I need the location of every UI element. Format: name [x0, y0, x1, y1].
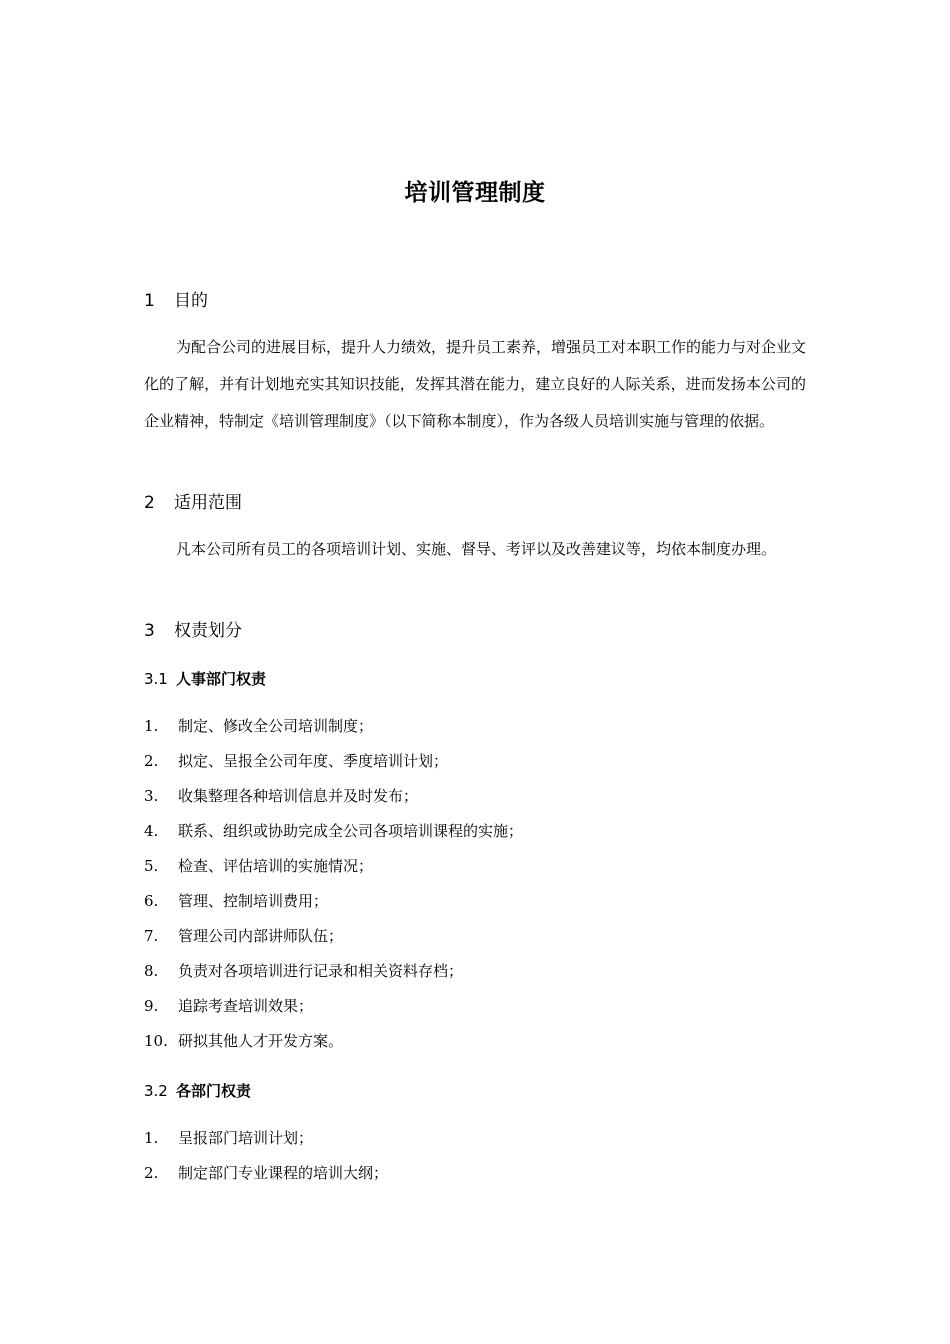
- list-item: [144, 995, 806, 1030]
- list-item-text: 呈报部门培训计划；: [178, 1129, 314, 1147]
- subsection-heading-departments: [144, 1081, 251, 1101]
- list-item-number: 6.: [144, 892, 159, 910]
- list-item: [144, 750, 806, 785]
- list-item: [144, 890, 806, 925]
- section-title: 目的: [174, 291, 208, 311]
- subsection-title: 各部门权责: [176, 1082, 252, 1100]
- list-item-number: 1.: [144, 1129, 159, 1147]
- document-title: 培训管理制度: [404, 180, 546, 206]
- list-item: [144, 820, 806, 855]
- list-item: [144, 855, 806, 890]
- list-item-number: 7.: [144, 927, 159, 945]
- list-item-number: 2.: [144, 1164, 159, 1182]
- list-item-number: 3.: [144, 787, 159, 805]
- list-item-text: 研拟其他人才开发方案。: [178, 1032, 344, 1050]
- list-item: [144, 1162, 806, 1197]
- subsection-heading-hr: [144, 669, 266, 689]
- list-item-number: 5.: [144, 857, 159, 875]
- section-title: 权责划分: [174, 621, 242, 641]
- list-item: [144, 785, 806, 820]
- hr-responsibility-list: [144, 715, 806, 1065]
- list-item-number: 8.: [144, 962, 159, 980]
- section-paragraph-purpose: 为配合公司的进展目标，提升人力绩效，提升员工素养，增强员工对本职工作的能力与对企业文化的了解，并有计划地充实其知识技能，发挥其潜在能力，建立良好的人际关系，进而发扬本公司的企业精神，特制定《培训管理制度》（以下简称本制度），作为各级人员培训实施与管理的依据。: [144, 338, 807, 430]
- list-item-text: 管理公司内部讲师队伍；: [178, 927, 344, 945]
- department-responsibility-list: [144, 1127, 806, 1197]
- list-item-number: 4.: [144, 822, 159, 840]
- list-item: [144, 1030, 806, 1065]
- list-item: [144, 960, 806, 995]
- list-item-text: 负责对各项培训进行记录和相关资料存档；: [178, 962, 464, 980]
- section-heading-scope: [144, 492, 242, 514]
- section-heading-responsibilities: [144, 620, 242, 642]
- list-item-text: 管理、控制培训费用；: [178, 892, 329, 910]
- subsection-title: 人事部门权责: [176, 670, 267, 688]
- list-item: [144, 925, 806, 960]
- list-item-number: 10.: [144, 1032, 168, 1050]
- list-item-text: 拟定、呈报全公司年度、季度培训计划；: [178, 752, 449, 770]
- section-heading-purpose: [144, 290, 208, 312]
- list-item-text: 制定、修改全公司培训制度；: [178, 717, 374, 735]
- list-item: [144, 715, 806, 750]
- list-item-text: 收集整理各种培训信息并及时发布；: [178, 787, 419, 805]
- list-item-text: 联系、组织或协助完成全公司各项培训课程的实施；: [178, 822, 524, 840]
- subsection-number: 3.2: [144, 1082, 168, 1100]
- section-number: 1: [144, 291, 155, 311]
- list-item: [144, 1127, 806, 1162]
- list-item-text: 制定部门专业课程的培训大纲；: [178, 1164, 389, 1182]
- list-item-text: 检查、评估培训的实施情况；: [178, 857, 374, 875]
- section-paragraph-scope: 凡本公司所有员工的各项培训计划、实施、督导、考评以及改善建议等，均依本制度办理。: [176, 540, 777, 558]
- subsection-number: 3.1: [144, 670, 168, 688]
- section-title: 适用范围: [174, 493, 242, 513]
- section-number: 2: [144, 493, 155, 513]
- section-number: 3: [144, 621, 155, 641]
- list-item-number: 1.: [144, 717, 159, 735]
- list-item-text: 追踪考查培训效果；: [178, 997, 314, 1015]
- list-item-number: 2.: [144, 752, 159, 770]
- list-item-number: 9.: [144, 997, 159, 1015]
